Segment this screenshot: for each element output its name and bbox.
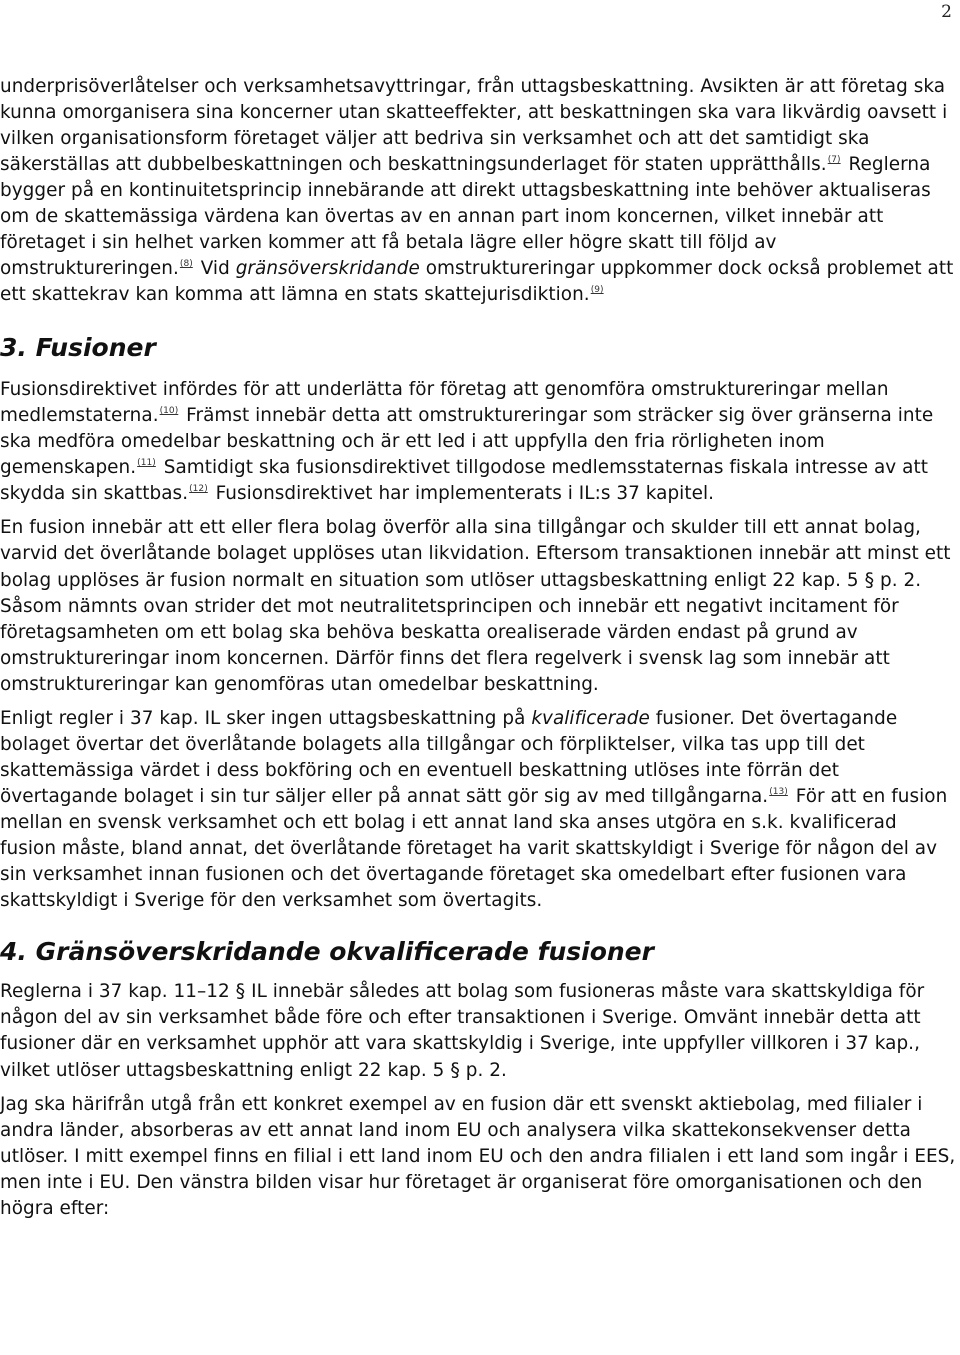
text: För att en fusion mellan en svensk verksamhet och ett bolag i ett annat land ska anses utgöra en s.k. kvalificerad fusion måste, bland annat, det överlåtande företaget ha varit skattskyldigt i Sverige för någon del av sin verksamhet innan fusionen och det övertagande företaget ska omedelbart efter fusionen vara skattskyldigt i Sverige för den verksamhet som övertagits. [0,786,948,911]
text: Vid [194,258,236,279]
text: omstruktureringar uppkommer dock också problemet att ett skattekrav kan komma att lämna en stats skattejurisdiktion. [0,258,954,305]
emphasis: kvalificerade [531,708,650,729]
paragraph-fusionsdirektivet [0,377,958,507]
section-sign: § [864,569,875,591]
footnote-ref-7[interactable]: (7) [827,155,841,165]
text: Fusionsdirektivet infördes för att underlätta för företag att genomföra omstruktureringar mellan medlemstaterna. [0,379,889,426]
paragraph-fusion-definition [0,515,958,698]
paragraph-reglerna [0,978,958,1084]
text: Enligt regler i 37 kap. IL sker ingen uttagsbeskattning på [0,708,532,729]
text: Jag ska härifrån utgå från ett konkret exempel av en fusion där ett svenskt aktiebolag, med filialer i andra länder, absorberas av ett annat land inom EU och analysera vilka skattekonsekvenser detta utlöser. I mitt exempel finns en filial i ett land inom EU och den andra filialen i ett land som ingår i EES, men inte i EU. Den vänstra bilden visar hur företaget är organiserat före omorganisationen och den högra efter: [0,1094,956,1219]
section-heading-fusioner: 3. Fusioner [0,333,156,362]
text: En fusion innebär att ett eller flera bolag överför alla sina tillgångar och skulder till ett annat bolag, varvid det överlåtande bolaget upplöses utan likvidation. Eftersom transaktionen innebär att minst ett bolag upplöses är fusion normalt en situation som utlöser uttagsbeskattning enligt 22 kap. 5 [0,517,951,591]
text: Samtidigt ska fusionsdirektivet tillgodose medlemsstaternas fiskala intresse av att skydda sin skattbas. [0,457,928,504]
text: Reglerna bygger på en kontinuitetsprincip innebärande att direkt uttagsbeskattning inte behöver aktualiseras om de skattemässiga värdena kan övertas av en annan part inom koncernen, vilket innebär att företaget i sin helhet varken kommer att få betala lägre eller högre skatt till följd av omstruktureringen. [0,154,931,279]
text: p. 2. [459,1060,507,1081]
footnote-ref-8[interactable]: (8) [179,259,193,269]
page-number: 2 [941,2,952,22]
footnote-ref-10[interactable]: (10) [159,406,179,416]
footnote-ref-13[interactable]: (13) [769,787,788,797]
paragraph-kvalificerade-fusioner [0,706,958,914]
text: IL innebär således att bolag som fusioneras måste vara skattskyldiga för någon del av sin verksamhet både före och efter transaktionen i Sverige. Omvänt innebär detta att fusioner där en verksamhet upphör att vara skattskyldig i Sverige, inte uppfyller villkoren i 37 kap., vilket utlöser uttagsbeskattning enligt 22 kap. 5 [0,981,925,1081]
text: Främst innebär detta att omstruktureringar som sträcker sig över gränserna inte ska medföra omedelbar beskattning och är ett led i att uppfylla den fria rörligheten inom gemenskapen. [0,405,934,478]
footnote-ref-12[interactable]: (12) [189,484,208,494]
text: p. 2. Såsom nämnts ovan strider det mot neutralitetsprincipen och innebär ett negativt incitament för företagsamheten om ett bolag ska behöva beskatta orealiserade värden endast på grund av omstruktureringar inom koncernen. Därför finns det flera regelverk i svensk lag som innebär att omstruktureringar kan genomföras utan omedelbar beskattning. [0,570,922,695]
text: Fusionsdirektivet har implementerats i IL:s 37 kapitel. [209,483,715,504]
text: Reglerna i 37 kap. 11–12 [0,981,236,1002]
section-heading-gransoverskridande: 4. Gränsöverskridande okvalificerade fusioner [0,937,654,966]
text: underprisöverlåtelser och verksamhetsavyttringar, från uttagsbeskattning. Avsikten är att företag ska kunna omorganisera sina koncerner utan skatteeffekter, att beskattningen ska vara likvärdig oavsett i vilken organisationsform företaget väljer att bedriva sin verksamhet och att det samtidigt ska säkerställas att dubbelbeskattningen och beskattningsunderlaget för staten upprätthålls. [0,76,948,175]
document-body [0,74,958,1222]
section-sign: § [235,980,246,1002]
footnote-ref-11[interactable]: (11) [137,458,156,468]
paragraph-intro [0,74,958,308]
paragraph-exempel [0,1092,958,1222]
section-sign: § [450,1059,460,1081]
footnote-ref-9[interactable]: (9) [590,285,604,295]
text: fusioner. Det övertagande bolaget övertar det överlåtande bolagets alla tillgångar och förpliktelser, vilka tas upp till det skattemässiga värdet i dess bokföring och en eventuell beskattning utlöses inte förrän det övertagande bolaget i sin tur säljer eller på annat sätt gör sig av med tillgångarna. [0,708,898,807]
emphasis: gränsöverskridande [235,258,420,279]
